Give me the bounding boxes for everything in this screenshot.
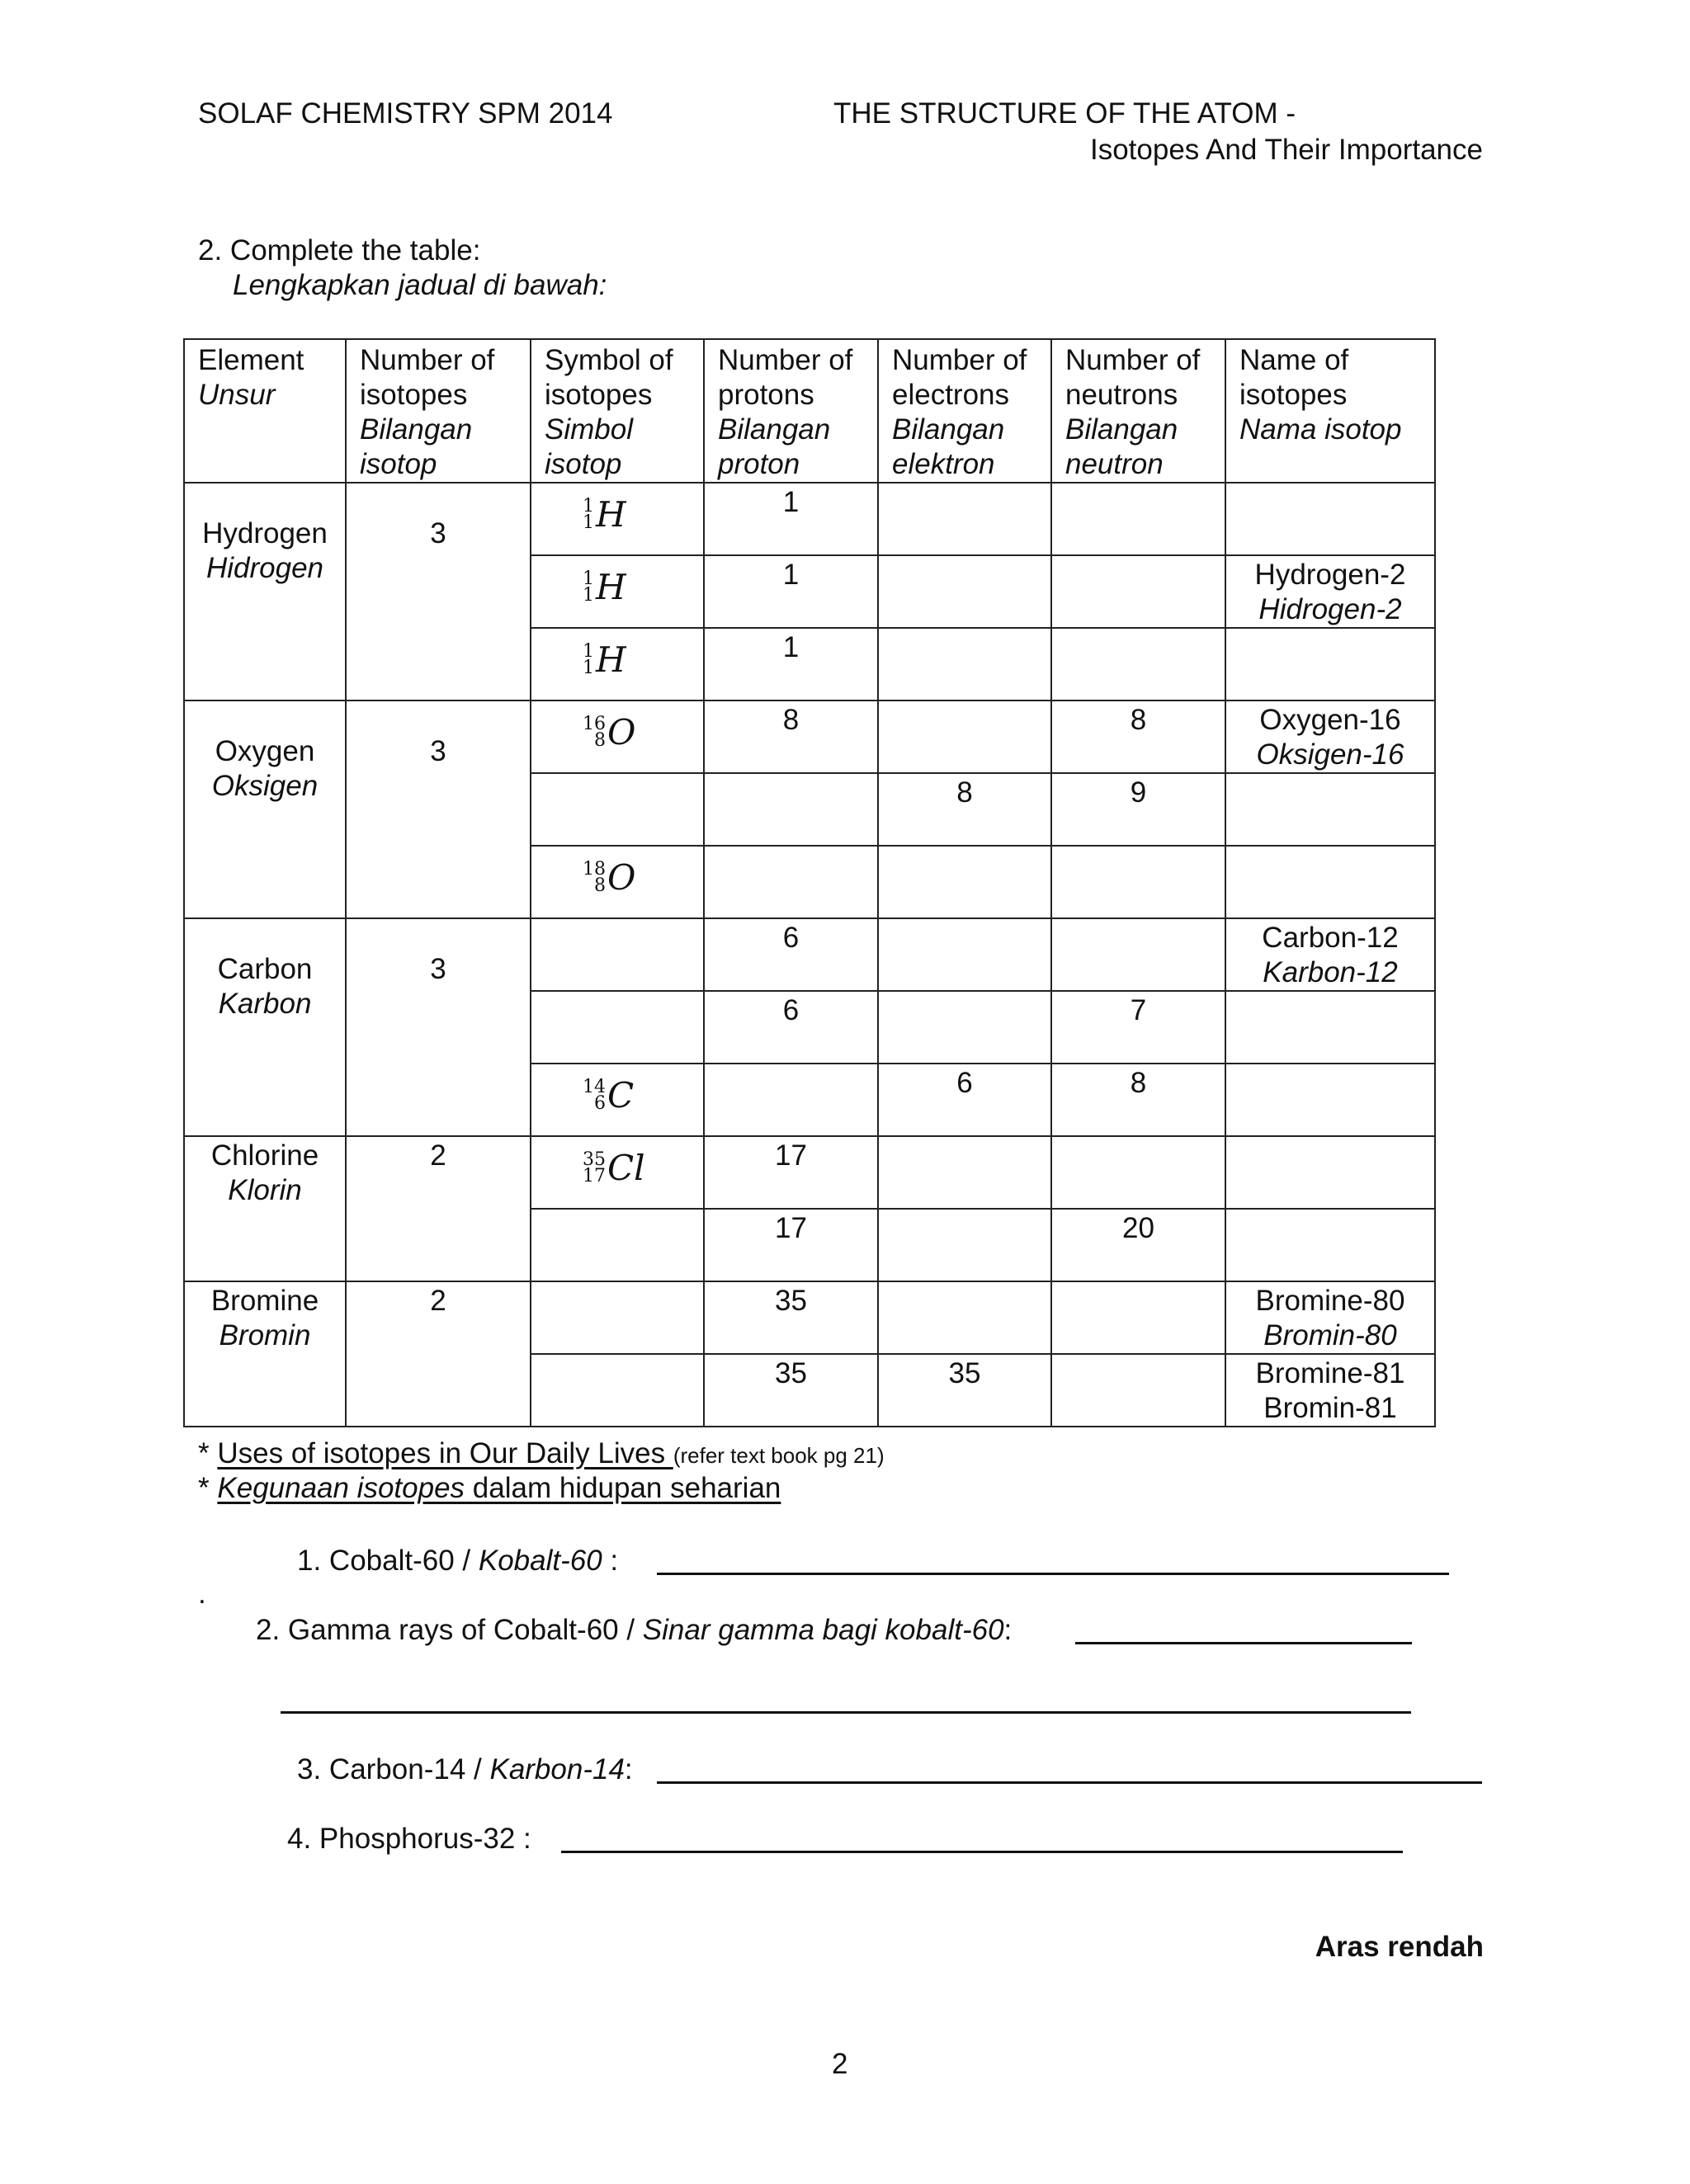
table-row: [184, 1136, 1435, 1209]
symbol-cell: [531, 1281, 704, 1354]
element-cell: [184, 1136, 346, 1281]
element-name: Chlorine: [210, 1139, 319, 1172]
neutrons-cell: [1051, 700, 1225, 773]
protons-cell: [704, 918, 878, 991]
uses-heading-malay-rest: dalam hidupan seharian: [465, 1472, 781, 1504]
isotope-name-cell: [1225, 555, 1435, 628]
nuclide-symbol: [583, 567, 626, 607]
uses-star-2: *: [198, 1472, 218, 1504]
neutrons-value: 9: [1130, 776, 1147, 809]
answer-line-4[interactable]: [561, 1851, 1403, 1853]
atomic-number: 1: [583, 512, 594, 533]
question-malay: Lengkapkan jadual di bawah:: [233, 269, 607, 301]
use-item-4-prefix: 4. Phosphorus-32 :: [287, 1823, 531, 1855]
neutrons-value: 20: [1122, 1212, 1154, 1244]
mass-number: 14: [583, 1077, 606, 1097]
isotope-name-malay: Bromin-80: [1263, 1319, 1397, 1351]
neutrons-value: 8: [1130, 1067, 1147, 1099]
table-row: [184, 1281, 1435, 1354]
electrons-value: 6: [956, 1067, 973, 1099]
isotope-name-cell: [1225, 773, 1435, 846]
header-cell: [346, 339, 531, 483]
protons-cell: [704, 1136, 878, 1209]
mass-number: 35: [583, 1149, 606, 1170]
protons-cell: [704, 1354, 878, 1427]
isotope-count: 3: [430, 517, 446, 550]
electrons-value: 8: [956, 776, 973, 809]
electrons-cell: [878, 991, 1051, 1064]
protons-cell: [704, 1281, 878, 1354]
nuclide-scripts: [583, 1079, 606, 1112]
element-name-malay: Hidrogen: [205, 552, 324, 584]
uses-heading-malay-italic: Kegunaan isotopes: [217, 1472, 465, 1504]
protons-value: 8: [782, 704, 800, 736]
nuclide-symbol: [583, 712, 636, 752]
isotope-name-cell: [1225, 1209, 1435, 1281]
element-symbol: C: [607, 1075, 635, 1116]
protons-cell: [704, 773, 878, 846]
element-name-malay: Karbon: [218, 988, 312, 1020]
isotope-name-cell: [1225, 1281, 1435, 1354]
symbol-cell: [531, 628, 704, 700]
neutrons-cell: [1051, 628, 1225, 700]
header-label-malay: Nama isotop: [1239, 413, 1402, 446]
isotope-name-malay: Bromin-81: [1263, 1392, 1397, 1424]
neutrons-cell: [1051, 918, 1225, 991]
isotope-name-cell: [1225, 1354, 1435, 1427]
answer-line-3[interactable]: [657, 1781, 1482, 1784]
atomic-number: 1: [583, 658, 594, 678]
isotope-name-cell: [1225, 628, 1435, 700]
nuclide-symbol: [583, 1148, 645, 1188]
isotope-name: Hydrogen-2: [1254, 559, 1406, 591]
page-number: 2: [832, 2048, 848, 2080]
isotope-name-cell: [1225, 991, 1435, 1064]
header-label: Symbol of isotopes: [545, 344, 673, 411]
electrons-cell: [878, 1354, 1051, 1427]
element-name-malay: Oksigen: [211, 770, 319, 802]
electrons-cell: [878, 846, 1051, 918]
protons-cell: [704, 1064, 878, 1136]
symbol-cell: [531, 918, 704, 991]
neutrons-cell: [1051, 1281, 1225, 1354]
header-label: Number of electrons: [892, 344, 1027, 411]
use-item-1-prefix: 1. Cobalt-60 /: [297, 1545, 479, 1577]
element-name-malay: Klorin: [228, 1174, 302, 1206]
symbol-cell: [531, 555, 704, 628]
isotope-count-cell: [346, 918, 531, 1136]
use-item-2-suffix: :: [1003, 1614, 1013, 1646]
protons-value: 1: [782, 559, 800, 591]
symbol-cell: [531, 773, 704, 846]
isotope-name: Bromine-80: [1255, 1285, 1405, 1317]
question-title: 2. Complete the table:: [198, 234, 481, 267]
atomic-number: 1: [583, 585, 594, 606]
electrons-value: 35: [948, 1357, 981, 1389]
protons-value: 1: [782, 631, 800, 663]
isotope-count: 3: [430, 953, 446, 985]
symbol-cell: [531, 700, 704, 773]
electrons-cell: [878, 1064, 1051, 1136]
nuclide-symbol: [583, 494, 626, 535]
protons-value: 6: [782, 922, 800, 954]
isotope-name: Bromine-81: [1255, 1357, 1405, 1389]
isotope-table: [183, 338, 1436, 1427]
header-label: Number of isotopes: [360, 344, 495, 411]
isotope-name-cell: [1225, 846, 1435, 918]
isotope-count-cell: [346, 1281, 531, 1427]
neutrons-cell: [1051, 483, 1225, 555]
nuclide-symbol: [583, 639, 626, 680]
neutrons-cell: [1051, 991, 1225, 1064]
use-item-3-prefix: 3. Carbon-14 /: [297, 1753, 490, 1785]
use-item-1: [297, 1545, 618, 1578]
symbol-cell: [531, 1354, 704, 1427]
uses-heading-malay: [198, 1472, 781, 1505]
element-name: Bromine: [210, 1285, 319, 1317]
uses-note: (refer text book pg 21): [673, 1443, 885, 1468]
protons-value: 6: [782, 994, 800, 1026]
neutrons-cell: [1051, 555, 1225, 628]
electrons-cell: [878, 1209, 1051, 1281]
isotope-name-cell: [1225, 918, 1435, 991]
protons-value: 35: [775, 1357, 807, 1389]
element-symbol: Cl: [607, 1148, 645, 1188]
element-cell: [184, 700, 346, 918]
neutrons-value: 8: [1130, 704, 1147, 736]
table-header-row: [184, 339, 1435, 483]
protons-value: 17: [775, 1212, 807, 1244]
use-item-3-suffix: :: [624, 1753, 633, 1785]
protons-cell: [704, 991, 878, 1064]
header-cell: [184, 339, 346, 483]
electrons-cell: [878, 555, 1051, 628]
isotope-name-cell: [1225, 1064, 1435, 1136]
use-item-1-suffix: :: [602, 1545, 619, 1577]
header-label-malay: Unsur: [198, 379, 276, 411]
neutrons-cell: [1051, 1209, 1225, 1281]
isotope-name-malay: Oksigen-16: [1256, 738, 1404, 771]
header-cell: [704, 339, 878, 483]
symbol-cell: [531, 1064, 704, 1136]
isotope-count: 3: [430, 735, 446, 767]
isotope-count-cell: [346, 483, 531, 700]
nuclide-symbol: [583, 1075, 635, 1116]
isotope-name-cell: [1225, 700, 1435, 773]
protons-cell: [704, 628, 878, 700]
protons-cell: [704, 846, 878, 918]
element-cell: [184, 483, 346, 700]
answer-line-2a[interactable]: [1075, 1642, 1412, 1644]
table-row: [184, 700, 1435, 773]
element-symbol: H: [596, 494, 626, 535]
element-name-malay: Bromin: [219, 1319, 311, 1351]
header-cell: [531, 339, 704, 483]
answer-line-1[interactable]: [657, 1573, 1449, 1575]
header-label-malay: Bilangan elektron: [892, 413, 1005, 480]
protons-value: 1: [782, 486, 800, 518]
atomic-number: 17: [583, 1166, 606, 1186]
uses-heading: [198, 1437, 885, 1470]
use-item-2-prefix: 2. Gamma rays of Cobalt-60 /: [256, 1614, 643, 1646]
header-label: Element: [198, 344, 304, 376]
electrons-cell: [878, 773, 1051, 846]
electrons-cell: [878, 1281, 1051, 1354]
isotope-name: Carbon-12: [1262, 922, 1399, 954]
element-name: Hydrogen: [202, 517, 328, 550]
atomic-number: 8: [594, 730, 606, 751]
neutrons-cell: [1051, 846, 1225, 918]
element-cell: [184, 1281, 346, 1427]
isotope-name-cell: [1225, 1136, 1435, 1209]
protons-cell: [704, 1209, 878, 1281]
isotope-name-cell: [1225, 483, 1435, 555]
electrons-cell: [878, 628, 1051, 700]
element-symbol: O: [607, 712, 636, 752]
isotope-count-cell: [346, 1136, 531, 1281]
header-label: Name of isotopes: [1239, 344, 1349, 411]
use-item-1-italic: Kobalt-60: [478, 1545, 602, 1577]
symbol-cell: [531, 1209, 704, 1281]
isotope-count: 2: [430, 1139, 446, 1172]
electrons-cell: [878, 483, 1051, 555]
nuclide-symbol: [583, 857, 636, 898]
mass-number: 16: [583, 714, 606, 734]
neutrons-value: 7: [1130, 994, 1147, 1026]
isotope-count: 2: [430, 1285, 446, 1317]
header-label-malay: Simbol isotop: [545, 413, 633, 480]
table-row: [184, 483, 1435, 555]
mass-number: 18: [583, 859, 606, 880]
header-cell: [1225, 339, 1435, 483]
protons-cell: [704, 700, 878, 773]
electrons-cell: [878, 918, 1051, 991]
header-cell: [1051, 339, 1225, 483]
nuclide-scripts: [583, 861, 606, 894]
element-symbol: O: [607, 857, 636, 898]
neutrons-cell: [1051, 1354, 1225, 1427]
electrons-cell: [878, 1136, 1051, 1209]
symbol-cell: [531, 483, 704, 555]
nuclide-scripts: [583, 1149, 606, 1186]
isotope-count-cell: [346, 700, 531, 918]
isotope-name-malay: Hidrogen-2: [1258, 593, 1402, 625]
protons-value: 35: [775, 1285, 807, 1317]
uses-star: *: [198, 1437, 218, 1469]
answer-line-2b[interactable]: [281, 1711, 1411, 1714]
table-row: [184, 918, 1435, 991]
use-item-4: [287, 1823, 531, 1856]
isotope-name-malay: Karbon-12: [1263, 956, 1398, 988]
electrons-cell: [878, 700, 1051, 773]
element-cell: [184, 918, 346, 1136]
nuclide-scripts: [583, 716, 606, 749]
neutrons-cell: [1051, 773, 1225, 846]
mass-number: 1: [583, 568, 594, 589]
header-left: SOLAF CHEMISTRY SPM 2014: [198, 97, 613, 130]
symbol-cell: [531, 846, 704, 918]
header-label-malay: Bilangan proton: [718, 413, 831, 480]
mass-number: 1: [583, 496, 594, 517]
protons-cell: [704, 555, 878, 628]
neutrons-cell: [1051, 1136, 1225, 1209]
header-cell: [878, 339, 1051, 483]
nuclide-scripts: [583, 498, 594, 531]
element-symbol: H: [596, 639, 626, 680]
header-title: THE STRUCTURE OF THE ATOM -: [833, 97, 1296, 130]
atomic-number: 6: [594, 1093, 606, 1114]
element-name: Carbon: [217, 953, 313, 985]
header-label: Number of neutrons: [1065, 344, 1201, 411]
mass-number: 1: [583, 641, 594, 662]
nuclide-scripts: [583, 641, 594, 678]
table-body: [184, 483, 1435, 1427]
atomic-number: 8: [594, 875, 606, 896]
stray-dot: .: [198, 1578, 206, 1610]
use-item-3-italic: Karbon-14: [489, 1753, 625, 1785]
use-item-2: [256, 1614, 1012, 1647]
header-label-malay: Bilangan isotop: [360, 413, 473, 480]
element-name: Oxygen: [215, 735, 315, 767]
header-subtitle: Isotopes And Their Importance: [1089, 134, 1483, 166]
header-label-malay: Bilangan neutron: [1065, 413, 1178, 480]
level-label: Aras rendah: [1315, 1931, 1484, 1963]
uses-heading-text: Uses of isotopes in Our Daily Lives: [217, 1437, 673, 1469]
protons-value: 17: [775, 1139, 807, 1172]
symbol-cell: [531, 1136, 704, 1209]
symbol-cell: [531, 991, 704, 1064]
protons-cell: [704, 483, 878, 555]
isotope-name: Oxygen-16: [1259, 704, 1401, 736]
header-label: Number of protons: [718, 344, 853, 411]
element-symbol: H: [596, 567, 626, 607]
use-item-2-italic: Sinar gamma bagi kobalt-60: [642, 1614, 1004, 1646]
nuclide-scripts: [583, 568, 594, 606]
use-item-3: [297, 1753, 633, 1786]
neutrons-cell: [1051, 1064, 1225, 1136]
